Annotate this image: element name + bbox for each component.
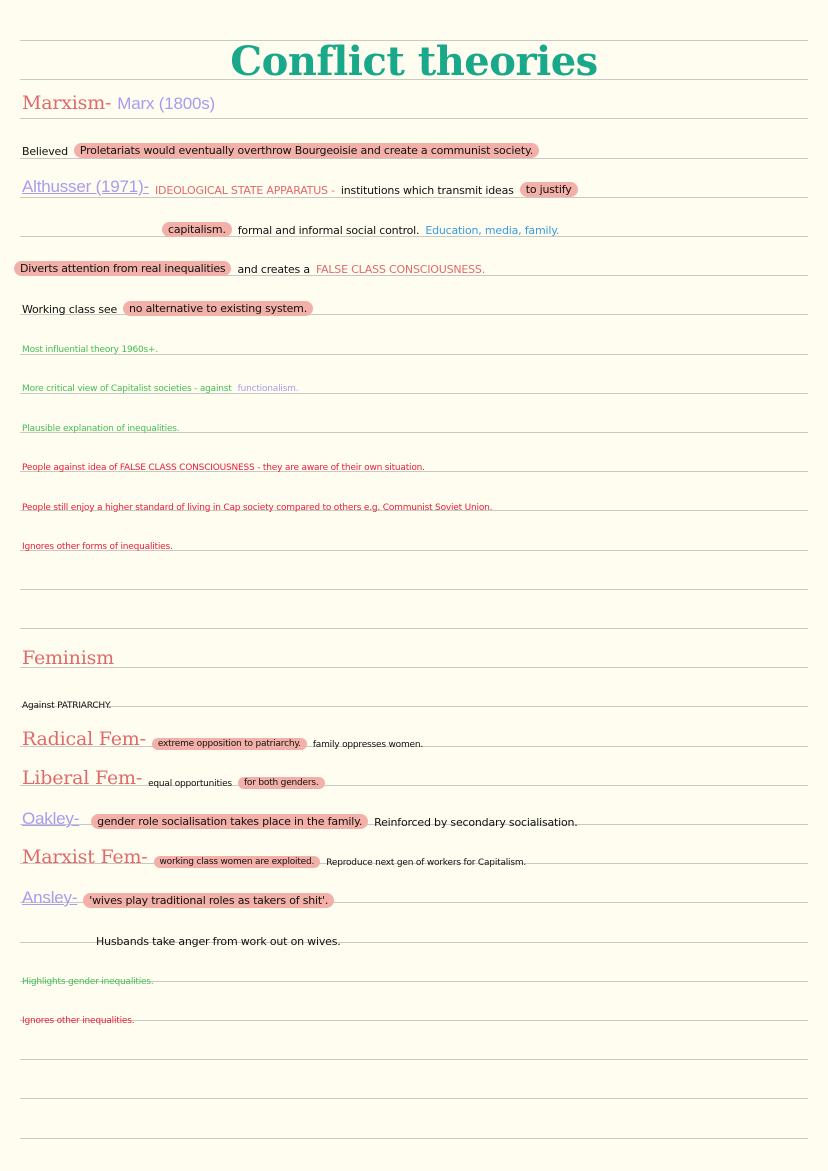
ruled-line — [20, 706, 808, 707]
theorist-oakley: Oakley- — [22, 809, 80, 828]
criticism-text: People against idea of FALSE CLASS CONSCIOUSNESS - they are aware of their own situation. — [22, 463, 425, 473]
marxism-heading-row — [22, 90, 215, 114]
oakley-line — [22, 805, 578, 829]
criticism-text: Ignores other inequalities. — [22, 1016, 135, 1026]
highlighted-text: to justify — [520, 182, 578, 197]
strength-text: Most influential theory 1960s+. — [22, 345, 159, 355]
radical-fem-line — [22, 726, 423, 750]
marxist-fem-label: Marxist Fem- — [22, 846, 148, 868]
criticism-line — [22, 1002, 134, 1026]
note-text: Working class see — [22, 303, 118, 316]
marxism-heading: Marxism- — [22, 92, 112, 114]
note-text: Reinforced by secondary socialisation. — [374, 816, 578, 829]
note-text: equal opportunities — [148, 779, 232, 789]
ruled-line — [20, 667, 808, 668]
note-line — [22, 687, 111, 711]
note-text: Husbands take anger from work out on wives. — [96, 935, 341, 948]
note-line — [96, 924, 341, 948]
note-line — [22, 292, 313, 316]
ruled-line — [20, 628, 808, 629]
ruled-line — [20, 118, 808, 119]
feminism-heading: Feminism — [22, 647, 114, 669]
note-text: family oppresses women. — [312, 740, 424, 750]
ruled-line — [20, 1020, 808, 1021]
highlighted-text: gender role socialisation takes place in the family. — [91, 814, 368, 829]
theorist-ansley: Ansley- — [22, 888, 78, 907]
note-line — [22, 134, 539, 158]
ansley-line — [22, 884, 334, 908]
highlighted-text: Proletariats would eventually overthrow Bourgeoisie and create a communist society. — [74, 143, 539, 158]
key-term: FALSE CLASS CONSCIOUSNESS. — [315, 263, 485, 276]
strength-line — [22, 410, 179, 434]
radical-fem-label: Radical Fem- — [22, 728, 146, 750]
ruled-line — [20, 1098, 808, 1099]
highlighted-text: 'wives play traditional roles as takers of shit'. — [83, 893, 334, 908]
note-text: formal and informal social control. — [237, 224, 420, 237]
theorist-althusser: Althusser (1971)- — [22, 177, 149, 196]
highlighted-text: no alternative to existing system. — [123, 301, 313, 316]
highlighted-text: capitalism. — [162, 222, 232, 237]
highlighted-text: for both genders. — [238, 777, 325, 789]
page-title: Conflict theories — [230, 38, 598, 85]
note-text: institutions which transmit ideas — [340, 184, 514, 197]
althusser-line — [22, 173, 578, 197]
highlighted-text: working class women are exploited. — [154, 856, 321, 868]
feminism-heading-row — [22, 645, 120, 669]
criticism-line — [22, 449, 425, 473]
ruled-line — [20, 589, 808, 590]
ruled-line — [20, 158, 808, 159]
note-text: and creates a — [237, 263, 310, 276]
key-term: IDEOLOGICAL STATE APPARATUS - — [155, 184, 335, 197]
marxist-fem-line — [22, 844, 526, 868]
criticism-text: Ignores other forms of inequalities. — [22, 542, 173, 552]
note-text: Reproduce next gen of workers for Capitalism. — [326, 858, 527, 868]
theory-ref: functionalism. — [237, 384, 299, 394]
criticism-text: People still enjoy a higher standard of living in Cap society compared to others e.g. Communist Soviet Union. — [22, 503, 493, 513]
liberal-fem-label: Liberal Fem- — [22, 767, 143, 789]
ruled-line — [20, 197, 808, 198]
criticism-line — [22, 489, 492, 513]
theorist-marx: Marx (1800s) — [117, 94, 215, 113]
ruled-line — [20, 1138, 808, 1139]
strength-line — [22, 331, 158, 355]
ruled-line — [20, 1059, 808, 1060]
highlighted-text: extreme opposition to patriarchy. — [152, 738, 307, 750]
strength-text: Plausible explanation of inequalities. — [22, 424, 180, 434]
strength-line — [22, 370, 298, 394]
note-line — [162, 213, 559, 237]
strength-text: Highlights gender inequalities. — [22, 977, 154, 987]
strength-line — [22, 963, 154, 987]
note-text: Against PATRIARCHY. — [22, 701, 112, 711]
criticism-line — [22, 528, 173, 552]
note-line — [14, 252, 485, 276]
liberal-fem-line — [22, 765, 325, 789]
examples-text: Education, media, family. — [425, 224, 560, 237]
highlighted-text: Diverts attention from real inequalities — [14, 261, 231, 276]
note-text: Believed — [22, 145, 68, 158]
strength-text: More critical view of Capitalist societies - against — [22, 384, 232, 394]
